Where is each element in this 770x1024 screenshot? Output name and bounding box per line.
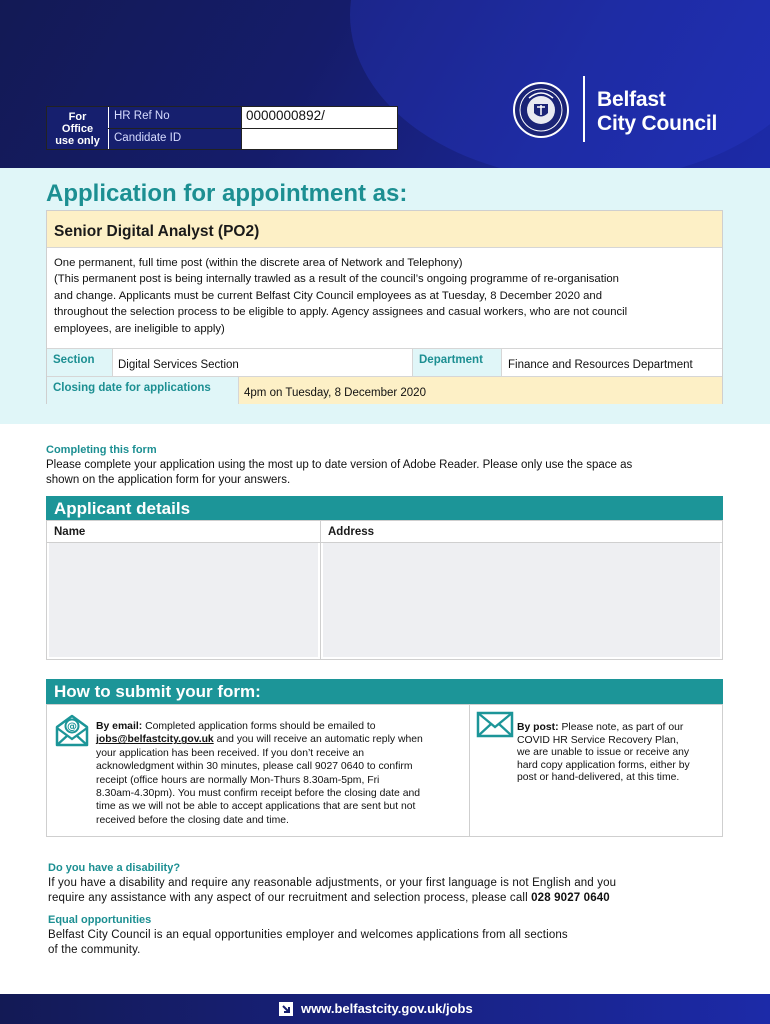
email-lead: By email: xyxy=(96,721,143,732)
post-lead: By post: xyxy=(517,722,559,733)
disability-line: require any assistance with any aspect of our recruitment and selection process, please call xyxy=(48,891,532,904)
section-value: Digital Services Section xyxy=(118,359,239,371)
post-line: hard copy application forms, either by xyxy=(517,759,690,771)
completing-line: Please complete your application using the most up to date version of Adobe Reader. Please only use the space as xyxy=(46,459,633,471)
job-description-line: and change. Applicants must be current Belfast City Council employees as at Tuesday, 8 December 2020 and xyxy=(54,289,602,302)
page-title: Application for appointment as: xyxy=(46,180,408,207)
office-label-line: use only xyxy=(55,135,100,147)
post-line: post or hand-delivered, at this time. xyxy=(517,772,680,784)
phone-number: 028 9027 0640 xyxy=(531,891,610,904)
email-line: acknowledgment within 30 minutes, please call 9027 0640 to confirm xyxy=(96,761,413,773)
candidate-id-label: Candidate ID xyxy=(108,129,242,149)
office-use-label xyxy=(47,107,108,149)
page-header xyxy=(0,0,770,168)
department-label: Department xyxy=(412,349,502,376)
disability-line: If you have a disability and require any reasonable adjustments, or your first language is not English and you xyxy=(48,877,617,889)
email-line: time as we will not be able to accept applications that are sent but not xyxy=(96,801,416,813)
address-field[interactable] xyxy=(323,543,720,657)
name-field[interactable] xyxy=(49,543,318,657)
job-description xyxy=(54,255,718,337)
address-column xyxy=(321,521,722,659)
post-line: Please note, as part of our xyxy=(558,722,684,733)
job-description-line: employees, are ineligible to apply) xyxy=(54,322,225,335)
office-label-line: For xyxy=(68,111,87,123)
post-line: COVID HR Service Recovery Plan, xyxy=(517,734,679,746)
email-instructions xyxy=(96,720,468,827)
brand-logo xyxy=(597,88,717,136)
job-details-box xyxy=(46,210,723,404)
section-department-row xyxy=(47,348,722,376)
disability-text xyxy=(48,876,728,905)
email-at-icon xyxy=(54,712,90,748)
hr-ref-row xyxy=(108,107,397,128)
completing-line: shown on the application form for your answers. xyxy=(46,473,291,486)
brand-divider xyxy=(583,76,585,142)
office-use-box xyxy=(46,106,398,150)
submit-divider xyxy=(469,705,470,836)
email-line: Completed application forms should be emailed to xyxy=(142,721,376,732)
equal-line: Belfast City Council is an equal opportunities employer and welcomes applications from all sections xyxy=(48,929,568,941)
email-line: your application has been received. If you don’t receive an xyxy=(96,747,365,759)
email-line: receipt (office hours are normally Mon-Thurs 8.30am-5pm, Fri xyxy=(96,774,380,786)
closing-date-label: Closing date for applications xyxy=(47,377,239,404)
office-label-line: Office xyxy=(61,123,94,135)
department-value: Finance and Resources Department xyxy=(508,359,693,371)
section-label: Section xyxy=(47,349,113,376)
hr-ref-field[interactable]: 0000000892/ xyxy=(246,108,325,123)
closing-date-value: 4pm on Tuesday, 8 December 2020 xyxy=(239,377,722,404)
completing-instructions xyxy=(46,458,726,487)
job-description-line: One permanent, full time post (within the discrete area of Network and Telephony) xyxy=(54,257,463,269)
hr-ref-label: HR Ref No xyxy=(108,107,242,128)
footer-url-link[interactable]: www.belfastcity.gov.uk/jobs xyxy=(301,1001,473,1016)
external-link-icon xyxy=(279,1002,293,1016)
submit-heading: How to submit your form: xyxy=(46,679,723,704)
brand-name-line1: Belfast xyxy=(597,88,666,111)
page-footer xyxy=(0,994,770,1024)
envelope-icon xyxy=(476,711,514,739)
svg-text:@: @ xyxy=(67,721,77,733)
applicant-details-box xyxy=(46,520,723,660)
post-instructions xyxy=(517,722,717,785)
email-line: received before the closing date and time. xyxy=(96,814,289,826)
email-line: 8.30am-4.30pm). You must confirm receipt before the closing date and xyxy=(96,788,421,800)
closing-date-row xyxy=(47,376,722,404)
equal-opportunities-heading: Equal opportunities xyxy=(48,914,152,926)
equal-opportunities-text xyxy=(48,928,728,957)
name-label: Name xyxy=(47,521,320,543)
job-description-line: throughout the selection process to be eligible to apply. Agency assignees and casual workers, who are not council xyxy=(54,306,628,319)
candidate-id-row xyxy=(108,128,397,149)
disability-heading: Do you have a disability? xyxy=(48,862,181,874)
email-link[interactable]: jobs@belfastcity.gov.uk xyxy=(96,734,214,746)
completing-heading: Completing this form xyxy=(46,444,157,456)
applicant-details-heading: Applicant details xyxy=(46,496,723,521)
disability-line-2 xyxy=(48,891,728,906)
job-title: Senior Digital Analyst (PO2) xyxy=(47,211,722,248)
submit-box xyxy=(46,704,723,837)
brand-name-line2: City Council xyxy=(597,112,718,135)
council-crest-icon xyxy=(513,82,569,138)
email-line: and you will receive an automatic reply when xyxy=(213,734,423,746)
post-line: we are unable to issue or receive any xyxy=(517,747,690,759)
candidate-id-field[interactable] xyxy=(242,129,397,149)
job-description-line: (This permanent post is being internally trawled as a result of the council’s ongoing programme of re-organisation xyxy=(54,273,619,286)
address-label: Address xyxy=(321,521,722,543)
name-column xyxy=(47,521,321,659)
equal-line: of the community. xyxy=(48,943,141,956)
